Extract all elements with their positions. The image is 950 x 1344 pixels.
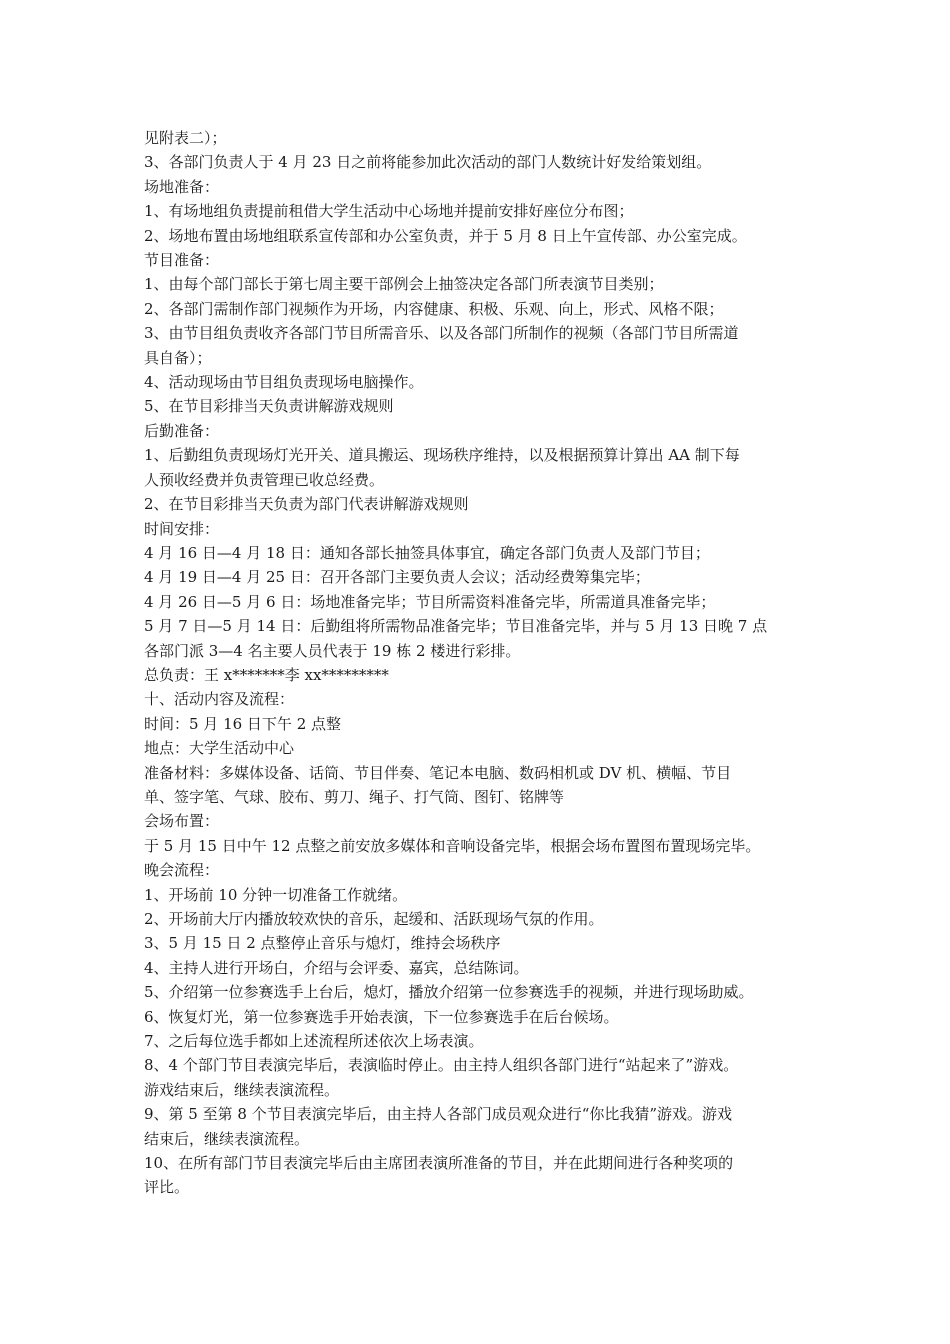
section-heading: 会场布置： [144, 812, 220, 831]
text-line: 4 月 16 日—4 月 18 日：通知各部长抽签具体事宜，确定各部门负责人及部门节目； [144, 543, 710, 562]
text-line: 4 月 26 日—5 月 6 日：场地准备完毕；节目所需资料准备完毕，所需道具准备完毕； [144, 592, 716, 611]
text-line: 5、在节目彩排当天负责讲解游戏规则 [144, 397, 394, 416]
text-line: 6、恢复灯光，第一位参赛选手开始表演，下一位参赛选手在后台候场。 [144, 1007, 619, 1026]
text-line: 7、之后每位选手都如上述流程所述依次上场表演。 [144, 1032, 484, 1051]
text-line: 准备材料：多媒体设备、话筒、节目伴奏、笔记本电脑、数码相机或 DV 机、横幅、节目 [144, 763, 732, 782]
text-line: 10、在所有部门节目表演完毕后由主席团表演所准备的节目，并在此期间进行各种奖项的 [144, 1154, 734, 1173]
section-heading: 十、活动内容及流程： [144, 690, 295, 709]
text-line: 4、活动现场由节目组负责现场电脑操作。 [144, 373, 424, 392]
section-heading: 场地准备： [144, 177, 220, 196]
text-line: 5 月 7 日—5 月 14 日：后勤组将所需物品准备完毕；节目准备完毕，并与 5 月 13 日晚 7 点 [144, 617, 768, 636]
text-line: 单、签字笔、气球、胶布、剪刀、绳子、打气筒、图钉、铭牌等 [144, 787, 565, 806]
text-line: 游戏结束后，继续表演流程。 [144, 1080, 340, 1099]
document-body [144, 126, 824, 1200]
text-line: 于 5 月 15 日中午 12 点整之前安放多媒体和音响设备完毕，根据会场布置图布置现场完毕。 [144, 836, 761, 855]
text-line: 2、各部门需制作部门视频作为开场，内容健康、积极、乐观、向上，形式、风格不限； [144, 299, 724, 318]
section-heading: 后勤准备： [144, 421, 220, 440]
text-line: 4 月 19 日—4 月 25 日：召开各部门主要负责人会议；活动经费筹集完毕； [144, 568, 650, 587]
text-line: 2、开场前大厅内播放较欢快的音乐，起缓和、活跃现场气氛的作用。 [144, 910, 604, 928]
text-line: 1、后勤组负责现场灯光开关、道具搬运、现场秩序维持，以及根据预算计算出 AA 制下每 [144, 446, 740, 465]
text-line: 总负责：王 x*******李 xx********* [144, 665, 389, 684]
section-heading: 时间安排： [144, 519, 220, 538]
text-line: 具自备）； [144, 348, 212, 367]
text-line: 时间：5 月 16 日下午 2 点整 [144, 714, 342, 733]
text-line: 人预收经费并负责管理已收总经费。 [144, 470, 385, 489]
text-line: 2、在节目彩排当天负责为部门代表讲解游戏规则 [144, 495, 469, 514]
text-line: 5、介绍第一位参赛选手上台后，熄灯，播放介绍第一位参赛选手的视频，并进行现场助威。 [144, 983, 754, 1002]
text-line: 9、第 5 至第 8 个节目表演完毕后，由主持人各部门成员观众进行“你比我猜”游戏。游戏 [144, 1105, 733, 1124]
text-line: 各部门派 3—4 名主要人员代表于 19 栋 2 楼进行彩排。 [144, 641, 521, 660]
text-line: 评比。 [144, 1178, 190, 1197]
text-line: 见附表二）； [144, 129, 227, 147]
text-line: 2、场地布置由场地组联系宣传部和办公室负责，并于 5 月 8 日上午宣传部、办公室完成。 [144, 226, 747, 245]
text-line: 8、4 个部门节目表演完毕后，表演临时停止。由主持人组织各部门进行“站起来了”游戏。 [144, 1056, 739, 1075]
text-line: 1、开场前 10 分钟一切准备工作就绪。 [144, 885, 408, 904]
text-line: 3、5 月 15 日 2 点整停止音乐与熄灯，维持会场秩序 [144, 934, 501, 953]
text-line: 3、各部门负责人于 4 月 23 日之前将能参加此次活动的部门人数统计好发给策划组。 [144, 153, 712, 172]
text-line: 地点：大学生活动中心 [144, 739, 295, 758]
text-line: 3、由节目组负责收齐各部门节目所需音乐、以及各部门所制作的视频（各部门节目所需道 [144, 324, 739, 343]
section-heading: 晚会流程： [144, 861, 220, 880]
text-line: 4、主持人进行开场白，介绍与会评委、嘉宾，总结陈词。 [144, 958, 529, 977]
text-line: 1、有场地组负责提前租借大学生活动中心场地并提前安排好座位分布图； [144, 202, 634, 221]
text-line: 1、由每个部门部长于第七周主要干部例会上抽签决定各部门所表演节目类别； [144, 275, 664, 294]
text-line: 结束后，继续表演流程。 [144, 1129, 310, 1148]
section-heading: 节目准备： [144, 251, 220, 270]
